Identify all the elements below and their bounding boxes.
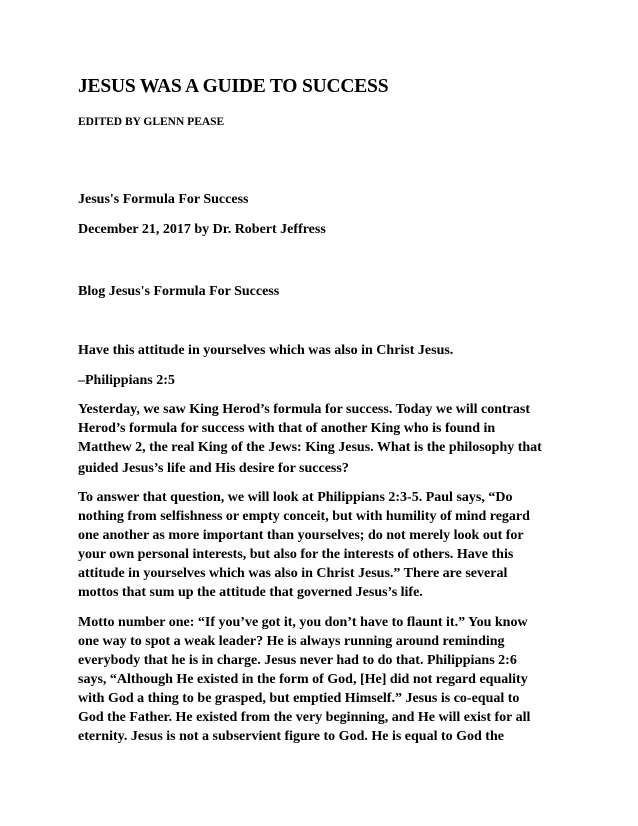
- paragraph-line: Motto number one: “If you’ve got it, you don’t have to flaunt it.” You know: [78, 615, 528, 630]
- post-meta: December 21, 2017 by Dr. Robert Jeffress: [78, 222, 326, 237]
- paragraph-line: one another as more important than yourselves; do not merely look out for: [78, 528, 524, 543]
- paragraph-line: Herod’s formula for success with that of another King who is found in: [78, 421, 496, 436]
- paragraph-line: To answer that question, we will look at Philippians 2:3-5. Paul says, “Do: [78, 490, 513, 505]
- blog-line: Blog Jesus's Formula For Success: [78, 284, 280, 299]
- paragraph-3: [78, 613, 562, 746]
- document-subtitle: EDITED BY GLENN PEASE: [78, 116, 225, 128]
- paragraph-line: Yesterday, we saw King Herod’s formula for success. Today we will contrast: [78, 402, 530, 417]
- scripture-verse: Have this attitude in yourselves which was also in Christ Jesus.: [78, 343, 454, 358]
- paragraph-line: says, “Although He existed in the form of God, [He] did not regard equality: [78, 672, 528, 687]
- scripture-reference: –Philippians 2:5: [78, 373, 175, 388]
- paragraph-line: attitude in yourselves which was also in Christ Jesus.” There are several: [78, 566, 508, 581]
- paragraph-line: with God a thing to be grasped, but emptied Himself.” Jesus is co-equal to: [78, 691, 520, 706]
- document-title: JESUS WAS A GUIDE TO SUCCESS: [78, 76, 389, 97]
- paragraph-line: God the Father. He existed from the very beginning, and He will exist for all: [78, 710, 531, 725]
- paragraph-line: guided Jesus’s life and His desire for success?: [78, 461, 349, 476]
- paragraph-line: Matthew 2, the real King of the Jews: King Jesus. What is the philosophy that: [78, 440, 542, 455]
- paragraph-line: eternity. Jesus is not a subservient figure to God. He is equal to God the: [78, 729, 504, 744]
- paragraph-line: your own personal interests, but also for the interests of others. Have this: [78, 547, 514, 562]
- paragraph-line: everybody that he is in charge. Jesus never had to do that. Philippians 2:6: [78, 653, 517, 668]
- paragraph-line: mottos that sum up the attitude that governed Jesus’s life.: [78, 585, 423, 600]
- paragraph-1: [78, 400, 562, 478]
- paragraph-line: one way to spot a weak leader? He is always running around reminding: [78, 634, 505, 649]
- paragraph-2: [78, 488, 562, 602]
- post-title: Jesus's Formula For Success: [78, 192, 249, 207]
- paragraph-line: nothing from selfishness or empty conceit, but with humility of mind regard: [78, 509, 530, 524]
